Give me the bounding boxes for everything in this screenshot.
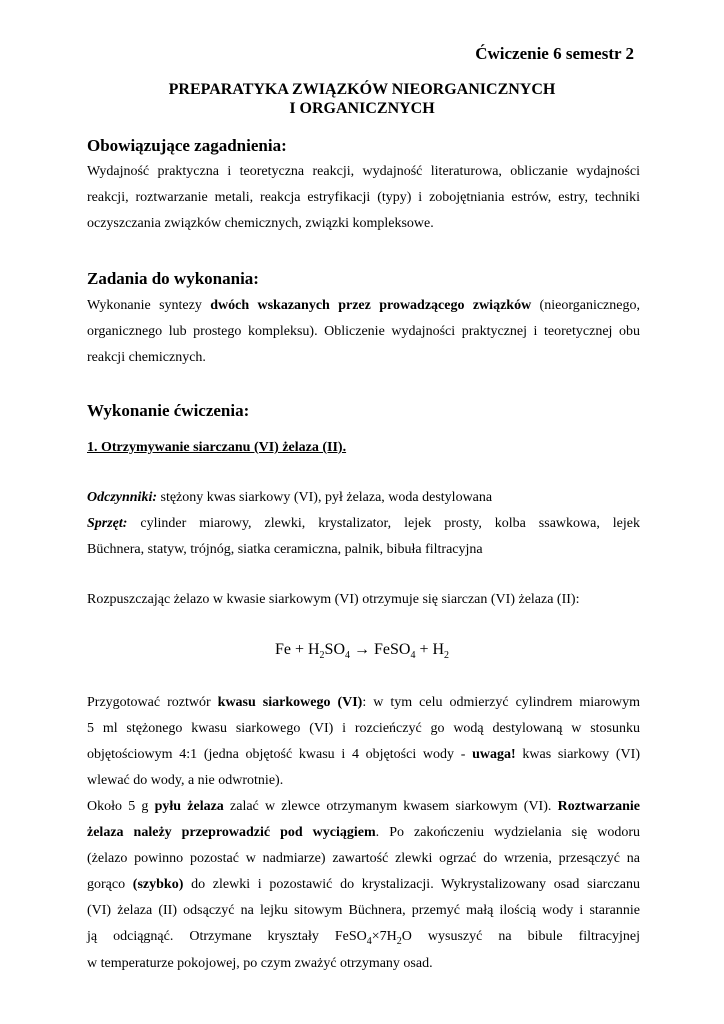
bold-text: Roztwarzanie xyxy=(557,799,641,814)
formula-part: + H xyxy=(415,641,445,658)
warning-text: uwaga! xyxy=(472,747,516,762)
reaction-equation xyxy=(0,641,724,659)
equipment-line-1 xyxy=(87,511,640,537)
procedure-line-1 xyxy=(87,690,640,716)
intro-line: Rozpuszczając żelazo w kwasie siarkowym (VI) otrzymuje się siarczan (VI) żelaza (II): xyxy=(87,592,580,607)
topics-line-2: reakcji, roztwarzanie metali, reakcja estryfikacji (typy) i zobojętniania estrów, estry, techniki xyxy=(87,190,640,205)
bold-text: kwasu siarkowego (VI) xyxy=(217,695,363,710)
formula-part: SO xyxy=(324,641,345,658)
procedure-line-5 xyxy=(87,794,640,820)
procedure-line-3 xyxy=(87,742,640,768)
tasks-paragraph xyxy=(87,293,640,371)
execution-heading: Wykonanie ćwiczenia: xyxy=(87,401,250,420)
tasks-heading: Zadania do wykonania: xyxy=(87,269,259,288)
title-line-1: PREPARATYKA ZWIĄZKÓW NIEORGANICZNYCH xyxy=(168,81,556,98)
reagents-label: Odczynniki: xyxy=(87,490,157,505)
procedure-line-11: w temperaturze pokojowej, po czym zważyć otrzymany osad. xyxy=(87,956,433,971)
section-1-subheading: 1. Otrzymywanie siarczanu (VI) żelaza (II). xyxy=(87,440,347,455)
formula-subscript: 2 xyxy=(319,650,325,661)
equipment-label: Sprzęt: xyxy=(87,516,128,531)
bold-text: pyłu żelaza xyxy=(154,799,224,814)
formula-part: → FeSO xyxy=(350,641,411,658)
procedure-line-10 xyxy=(87,924,640,951)
text: Około 5 g xyxy=(87,799,155,814)
bold-text: (szybko) xyxy=(132,877,184,892)
title-line-2: I ORGANICZNYCH xyxy=(289,100,435,117)
text: zalać w zlewce otrzymanym kwasem siarkowym (VI). xyxy=(223,799,558,814)
reagents-line xyxy=(87,485,640,511)
bold-text: żelaza należy przeprowadzić pod wyciągiem xyxy=(87,825,376,840)
procedure-line-8 xyxy=(87,872,640,898)
text: . Po zakończeniu wydzielania się wodoru xyxy=(375,825,640,840)
procedure-line-7: (żelazo powinno pozostać w nadmiarze) zawartość zlewki ogrzać do wrzenia, przesączyć na xyxy=(87,851,640,866)
tasks-text: Wykonanie syntezy xyxy=(87,298,211,313)
equipment-text: cylinder miarowy, zlewki, krystalizator, lejek prosty, kolba ssawkowa, lejek xyxy=(127,516,640,531)
formula-subscript: 4 xyxy=(345,650,350,661)
procedure-line-6 xyxy=(87,820,640,846)
procedure-paragraph xyxy=(87,690,640,977)
text: do zlewki i pozostawić do krystalizacji. Wykrystalizowany osad siarczanu xyxy=(183,877,640,892)
topics-line-1: Wydajność praktyczna i teoretyczna reakcji, wydajność literaturowa, obliczanie wydajności xyxy=(87,164,640,179)
formula-subscript: 4 xyxy=(410,650,416,661)
formula-part: Fe + H xyxy=(274,641,320,658)
text: ×7H xyxy=(371,929,397,944)
exercise-header: Ćwiczenie 6 semestr 2 xyxy=(475,44,634,63)
topics-paragraph xyxy=(87,159,640,237)
procedure-line-4: wlewać do wody, a nie odwrotnie). xyxy=(87,773,284,788)
text: ją odciągnąć. Otrzymane kryształy FeSO xyxy=(87,929,367,944)
topics-line-3: oczyszczania związków chemicznych, związki kompleksowe. xyxy=(87,216,434,231)
procedure-line-9: (VI) żelaza (II) odsączyć na lejku sitowym Büchnera, przemyć małą ilością wody i starannie xyxy=(87,903,640,918)
tasks-text: (nieorganicznego, xyxy=(531,298,640,313)
tasks-line-1 xyxy=(87,293,640,319)
equipment-line-2: Büchnera, statyw, trójnóg, siatka ceramiczna, palnik, bibuła filtracyjna xyxy=(87,542,483,557)
tasks-line-2: organicznego lub prostego kompleksu). Obliczenie wydajności praktycznej i teoretycznej obu xyxy=(87,324,640,339)
tasks-bold-text: dwóch wskazanych przez prowadzącego związków xyxy=(210,298,532,313)
subscript: 4 xyxy=(366,936,372,947)
text: kwas siarkowy (VI) xyxy=(515,747,640,762)
intro-paragraph xyxy=(87,587,640,613)
tasks-line-3: reakcji chemicznych. xyxy=(87,350,206,365)
text: Przygotować roztwór xyxy=(87,695,218,710)
text: O wysuszyć na bibule filtracyjnej xyxy=(401,929,640,944)
formula-subscript: 2 xyxy=(444,650,450,661)
text: objętościowym 4:1 (jedna objętość kwasu i 4 objętości wody - xyxy=(87,747,473,762)
materials-paragraph xyxy=(87,485,640,563)
text: : w tym celu odmierzyć cylindrem miarowym xyxy=(362,695,640,710)
topics-heading: Obowiązujące zagadnienia: xyxy=(87,136,287,155)
subscript: 2 xyxy=(396,936,402,947)
procedure-line-2: 5 ml stężonego kwasu siarkowego (VI) i rozcieńczyć go wodą destylowaną w stosunku xyxy=(87,721,640,736)
reagents-text: stężony kwas siarkowy (VI), pył żelaza, woda destylowana xyxy=(157,490,493,505)
text: gorąco xyxy=(87,877,133,892)
